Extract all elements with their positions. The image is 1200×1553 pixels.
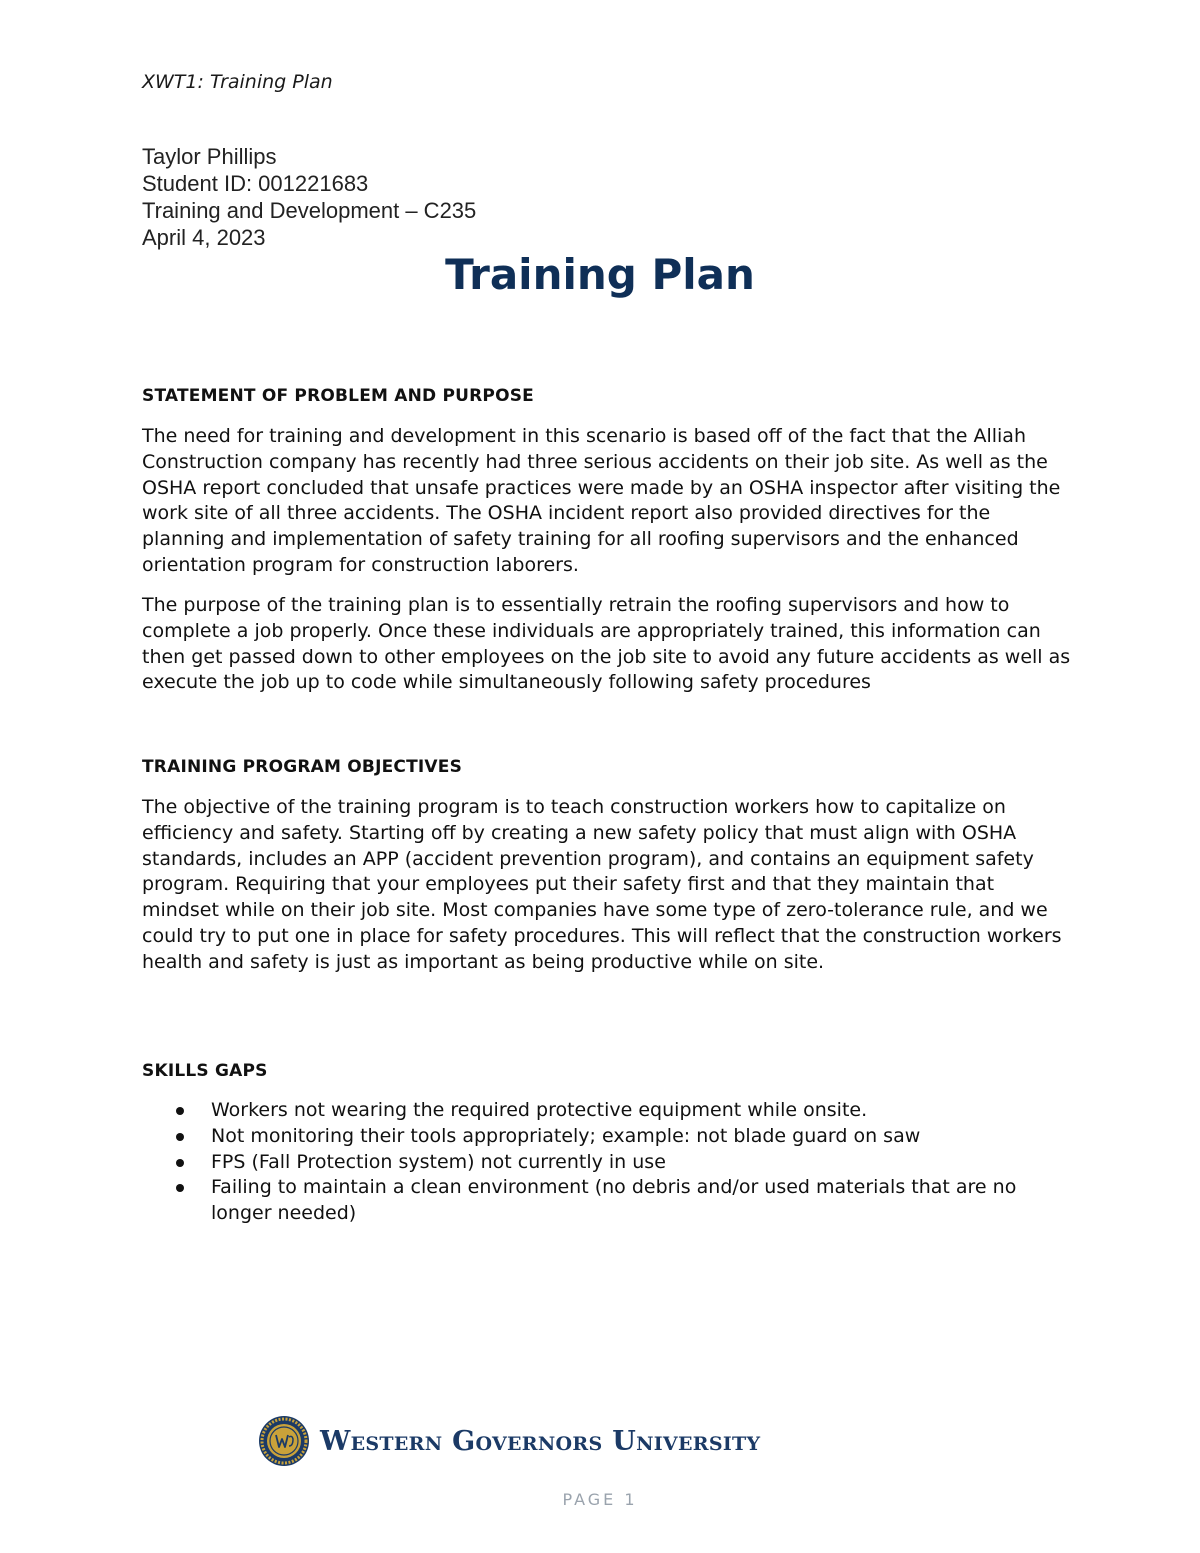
course-name: Training and Development – C235	[142, 198, 477, 223]
document-date: April 4, 2023	[142, 225, 266, 250]
problem-paragraph-2: The purpose of the training plan is to essentially retrain the roofing supervisors and how to complete a job properly. Once these individuals are appropriately trained, this information can then get passed down to other employees on the job site to avoid any future accidents as well as execute the job up to code while simultaneously following safety procedures	[142, 594, 1071, 694]
bullet-icon	[176, 1159, 184, 1167]
page-title: Training Plan	[445, 250, 755, 299]
list-item-text: Failing to maintain a clean environment (no debris and/or used materials that are no longer needed)	[211, 1176, 1017, 1225]
list-item	[142, 1175, 1072, 1227]
skills-gaps-list	[142, 1098, 1072, 1227]
university-seal-icon	[258, 1415, 310, 1467]
section-heading-skills-gaps: SKILLS GAPS	[142, 1061, 268, 1081]
list-item-text: Not monitoring their tools appropriately; example: not blade guard on saw	[211, 1124, 921, 1147]
list-item	[142, 1150, 1072, 1176]
objectives-paragraph: The objective of the training program is to teach construction workers how to capitalize on efficiency and safety. Starting off by creating a new safety policy that must align with OSHA standards, includes an APP (accident prevention program), and contains an equipment safety program. Requiring that your employees put their safety first and that they maintain that mindset while on their job site. Most companies have some type of zero-tolerance rule, and we could try to put one in place for safety procedures. This will reflect that the construction workers health and safety is just as important as being productive while on site.	[142, 796, 1062, 973]
bullet-icon	[176, 1133, 184, 1141]
author-info-block	[142, 143, 476, 251]
university-wordmark: Western Governors University	[320, 1425, 761, 1457]
bullet-icon	[176, 1184, 184, 1192]
bullet-icon	[176, 1107, 184, 1115]
document-header-label: XWT1: Training Plan	[142, 71, 333, 93]
problem-paragraph-1: The need for training and development in this scenario is based off of the fact that the Alliah Construction company has recently had three serious accidents on their job site. As well as the OSHA report concluded that unsafe practices were made by an OSHA inspector after visiting the work site of all three accidents. The OSHA incident report also provided directives for the planning and implementation of safety training for all roofing supervisors and the enhanced orientation program for construction laborers.	[142, 425, 1061, 576]
list-item-text: Workers not wearing the required protective equipment while onsite.	[211, 1099, 868, 1121]
list-item	[142, 1098, 1072, 1124]
list-item-text: FPS (Fall Protection system) not currently in use	[211, 1150, 666, 1173]
page-number: PAGE 1	[562, 1490, 638, 1509]
university-logo	[258, 1414, 760, 1468]
section-heading-objectives: TRAINING PROGRAM OBJECTIVES	[142, 757, 463, 777]
author-name: Taylor Phillips	[142, 144, 277, 169]
section-heading-problem: STATEMENT OF PROBLEM AND PURPOSE	[142, 386, 534, 406]
list-item	[142, 1124, 1072, 1150]
student-id: Student ID: 001221683	[142, 171, 369, 196]
